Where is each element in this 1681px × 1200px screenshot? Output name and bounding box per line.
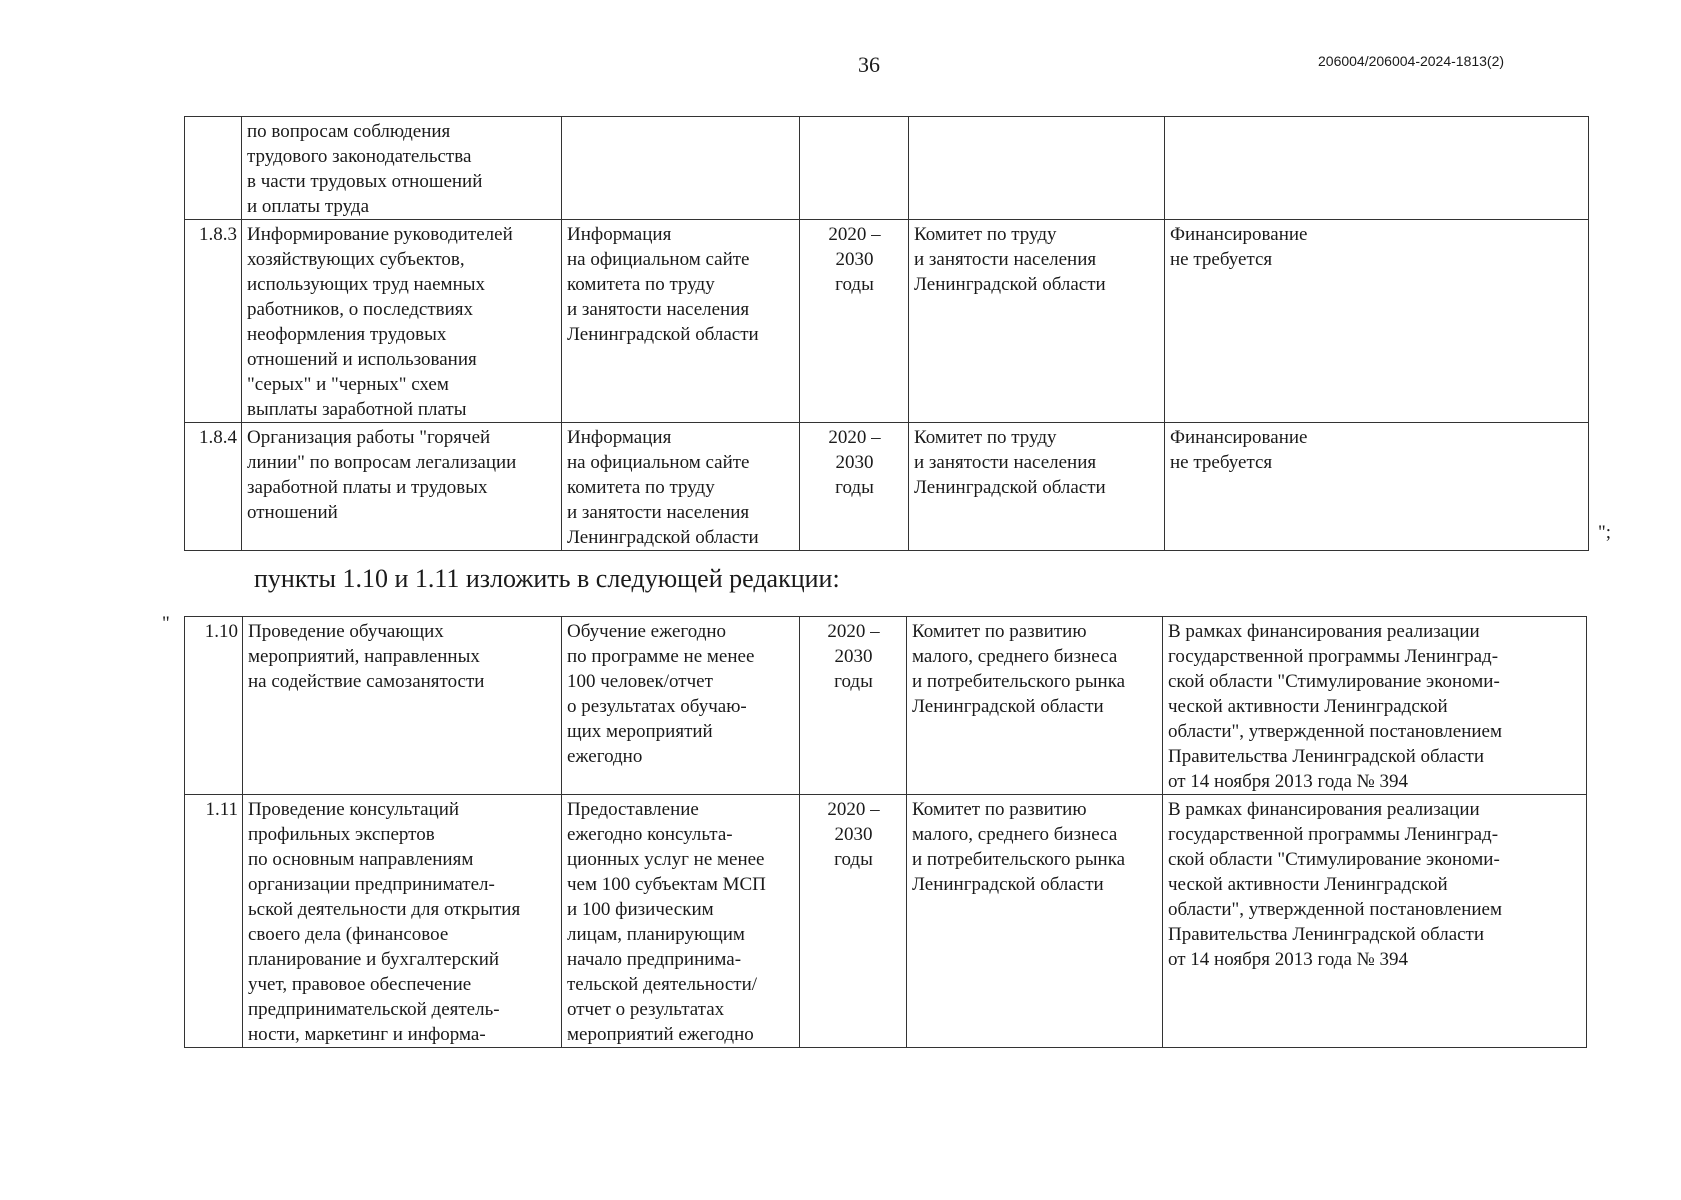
amendment-instruction: пункты 1.10 и 1.11 изложить в следующей редакции: — [254, 564, 840, 593]
result-cell: Обучение ежегодно по программе не менее 100 человек/отчет о результатах обучаю- щих мероприятий ежегодно — [562, 617, 800, 795]
opening-quote: " — [162, 613, 170, 634]
table-row — [185, 117, 1589, 220]
period-cell: 2020 – 2030 годы — [800, 220, 909, 423]
executor-cell: Комитет по развитию малого, среднего бизнеса и потребительского рынка Ленинградской области — [907, 617, 1163, 795]
financing-cell: В рамках финансирования реализации государственной программы Ленинград- ской области "Стимулирование экономи- ческой активности Ленинградской области", утвержденной постановлением Правительства Ленинградской области от 14 ноября 2013 года № 394 — [1163, 795, 1587, 1048]
row-number: 1.10 — [185, 617, 243, 795]
measures-table-new-edition — [184, 616, 1587, 1048]
result-cell: Информация на официальном сайте комитета по труду и занятости населения Ленинградской области — [562, 423, 800, 551]
measures-table-continued — [184, 116, 1589, 551]
closing-quote: "; — [1598, 522, 1612, 543]
executor-cell — [909, 117, 1165, 220]
executor-cell: Комитет по труду и занятости населения Ленинградской области — [909, 423, 1165, 551]
row-number: 1.8.3 — [185, 220, 242, 423]
period-cell: 2020 – 2030 годы — [800, 617, 907, 795]
table-row — [185, 423, 1589, 551]
row-number — [185, 117, 242, 220]
financing-cell — [1165, 117, 1589, 220]
row-number: 1.8.4 — [185, 423, 242, 551]
document-id: 206004/206004-2024-1813(2) — [1318, 53, 1505, 69]
page-number: 36 — [858, 52, 880, 77]
financing-cell: В рамках финансирования реализации государственной программы Ленинград- ской области "Стимулирование экономи- ческой активности Ленинградской области", утвержденной постановлением Правительства Ленинградской области от 14 ноября 2013 года № 394 — [1163, 617, 1587, 795]
period-cell: 2020 – 2030 годы — [800, 795, 907, 1048]
result-cell — [562, 117, 800, 220]
measure-cell: Организация работы "горячей линии" по вопросам легализации заработной платы и трудовых отношений — [242, 423, 562, 551]
table-row — [185, 617, 1587, 795]
measure-cell: Информирование руководителей хозяйствующих субъектов, использующих труд наемных работников, о последствиях неоформления трудовых отношений и использования "серых" и "черных" схем выплаты заработной платы — [242, 220, 562, 423]
period-cell: 2020 – 2030 годы — [800, 423, 909, 551]
financing-cell: Финансирование не требуется — [1165, 220, 1589, 423]
period-cell — [800, 117, 909, 220]
measure-cell: по вопросам соблюдения трудового законодательства в части трудовых отношений и оплаты труда — [242, 117, 562, 220]
financing-cell: Финансирование не требуется — [1165, 423, 1589, 551]
measure-cell: Проведение обучающих мероприятий, направленных на содействие самозанятости — [243, 617, 562, 795]
executor-cell: Комитет по труду и занятости населения Ленинградской области — [909, 220, 1165, 423]
table-row — [185, 795, 1587, 1048]
result-cell: Предоставление ежегодно консульта- ционных услуг не менее чем 100 субъектам МСП и 100 физическим лицам, планирующим начало предпринима- тельской деятельности/ отчет о результатах мероприятий ежегодно — [562, 795, 800, 1048]
executor-cell: Комитет по развитию малого, среднего бизнеса и потребительского рынка Ленинградской области — [907, 795, 1163, 1048]
result-cell: Информация на официальном сайте комитета по труду и занятости населения Ленинградской области — [562, 220, 800, 423]
table-row — [185, 220, 1589, 423]
row-number: 1.11 — [185, 795, 243, 1048]
measure-cell: Проведение консультаций профильных экспертов по основным направлениям организации предпринимател- ьской деятельности для открытия своего дела (финансовое планирование и бухгалтерский учет, правовое обеспечение предпринимательской деятель- ности, маркетинг и информа- — [243, 795, 562, 1048]
